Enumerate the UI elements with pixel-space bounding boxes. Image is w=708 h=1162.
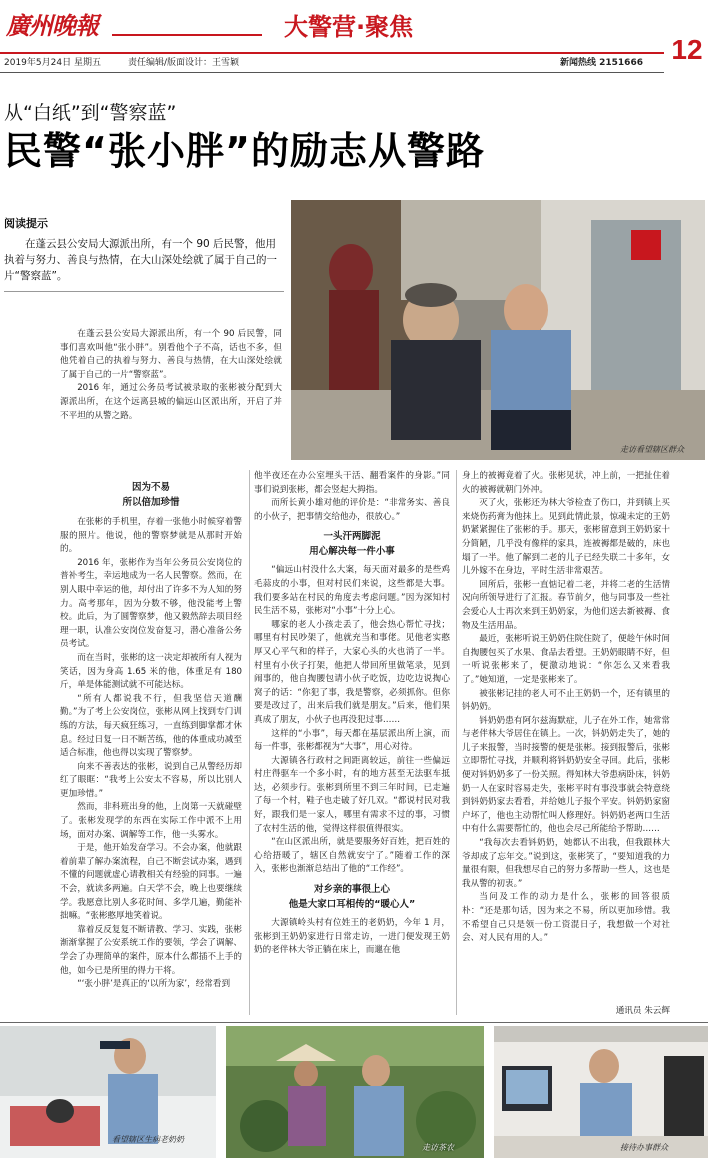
column-2: 他半夜还在办公室埋头干活、翻看案件的身影。”同事们说到张彬，都会竖起大拇指。 而所长黄小雄对他的评价是：“非常务实、善良的小伙子，把事情交给他办，很放心。” 一头汗两脚泥 用心解决每一件小事 “偏远山村没什么大案，每天面对最多的是些鸡毛蒜皮的小事，但对村民们来说，这些都是大事。我们要多站在村民的角度去考虑问题。”因为深知村民生活不易，张彬对“小事”十分上心。 哪家的老人小孩走丢了，他会热心帮忙寻找；哪里有村民吵架了，他就充当和事佬。见他老实憨厚又心平气和的样子，大家心头的火也消了一半。村里有小伙子打架，他把人带回所里做笔录，见到闹事的，他自掏腰包请小伙子吃饭，边吃边说掏心窝子的话：“你犯了事，我是警察，必须抓你。但你要是改过了，出来后我们就是朋友。”后来，他们果真成了朋友，小伙子也再没犯过事…… 这样的“小事”，每天都在基层派出所上演，而每一件事，张彬都视为“大事”，用心对待。 大源镇各行政村之间距离较远，前往一些偏远村庄得驱车一个多小时，有的地方甚至无法驱车抵达，必须步行。张彬到所里不到三年时间，已走遍了每一个村，鞋子也走破了好几双。“都说村民对我好，跟我们是一家人，哪里有需求不过的事，习惯了农村生活的他，觉得这样很值得很实。 “在山区派出所，就是要服务好百姓，把百姓的心给捂暖了，辖区自然就安宁了。”随着工作的深入，张彬也渐渐总结出了他的“工作经”。 对乡亲的事很上心 他是大家口耳相传的“暖心人” 大源镇岭头村有位姓王的老奶奶，今年 1 月，张彬到王奶奶家进行日常走访，一进门便发现王奶奶的老伴林大爷正躺在床上，而邋在他 [254, 471, 450, 956]
lead-divider [4, 291, 284, 292]
news-hotline: 新闻热线 2151666 [560, 58, 643, 68]
intro-text: 在蓬云县公安局大源派出所，有一个 90 后民警，同事们喜欢叫他“张小胖”。别看他个子不高，话也不多，但他凭着自己的执着与努力、善良与热情，在大山深处绘就了属于自己的一片“警察蓝”。 2016 年，通过公务员考试被录取的张彬被分配到大源派出所，在这个远离县城的偏远山区派出所，开启了并不平坦的从警之路。 [60, 329, 282, 421]
masthead-logo: 廣州晚報 [6, 11, 98, 40]
issue-date: 2019年5月24日 星期五 [4, 58, 101, 68]
section-title: 大警营·聚焦 [284, 13, 414, 41]
bottom-rule [0, 1022, 708, 1023]
section-3-heading: 对乡亲的事很上心 他是大家口耳相传的“暖心人” [288, 884, 416, 911]
photo-service-desk [494, 1026, 708, 1158]
headline: 民警“张小胖”的励志从警路 [4, 129, 485, 173]
byline: 通讯员 朱云辉 [615, 1006, 670, 1016]
header-rule [0, 52, 664, 54]
photo-tea-credit: 走访茶农 [422, 1143, 454, 1152]
page-number: 12 [671, 34, 703, 65]
main-photo-credit: 走访看望辖区群众 [620, 445, 684, 454]
column-divider [456, 470, 457, 1015]
lead-text: 在蓬云县公安局大源派出所，有一个 90 后民警，他用执着与努力、善良与热情，在大山深处绘就了属于自己的一片“警察蓝”。 [4, 238, 277, 282]
meta-rule [0, 72, 664, 73]
column-1: 因为不易 所以倍加珍惜 在张彬的手机里，存着一张他小时候穿着警服的照片。他说，他的警察梦就是从那时开始的。 2016 年，张彬作为当年公务员公安岗位的普补考生，幸运地成为一名人民警察。然而，在别人眼中幸运的他，却付出了许多不为人知的努力。高考那年，因为分数不够，他没能考上警校。此后，为了圆警察梦，他又毅然辞去项目经理一职，认准公安岗位发奋复习，潜心准备公务员考试。 而在当时，张彬的这一决定却被所有人视为笑话，因为身高 1.65 米的他，体重足有 180 斤，单是体能测试就不可能达标。 “所有人都说我不行，但我坚信天道酬勤。”为了考上公安岗位，张彬从网上找到专门训练的方法，每天疯狂练习，一直练到脚掌都才休息。经过日复一日不断苦练，他的体重成功减至适合标准，他也得以实现了警察梦。 向来不善表达的张彬，说到自己从警经历却红了眼眶：“我考上公安太不容易，所以比别人更加珍惜。” 然而，非科班出身的他，上岗第一天就碰壁了。张彬发现学的东西在实际工作中派不上用场，面对办案、调解等工作，他一头雾水。 于是，他开始发奋学习。不会办案，他就跟着前辈了解办案流程，自己不断尝试办案，遇到不懂的问题就虚心请教相关有经验的同事。一遍不会，就读多两遍。白天学不会，晚上也要继续学。我愿意比别人多花时间、多学几遍，勤能补拙嘛。“张彬憨厚地笑着说。 靠着反反复复不断请教、学习、实践，张彬渐渐掌握了公安系统工作的要领，学会了调解、学会了办理简单的案件，原本什么都插不上手的他，如今已是所里的得力干将。 “‘张小胖’是真正的‘以所为家’，经常看到 [60, 482, 242, 990]
photo-desk-credit: 接待办事群众 [620, 1143, 668, 1152]
kicker: 从“白纸”到“警察蓝” [4, 102, 177, 124]
masthead-underline [112, 34, 262, 36]
lead-label: 阅读提示 [4, 217, 48, 230]
section-1-heading: 因为不易 所以倍加珍惜 [122, 482, 180, 508]
main-photo [291, 200, 705, 460]
column-divider [249, 470, 250, 1015]
photo-tea-farm [226, 1026, 484, 1158]
column-3: 身上的被褥竟着了火。张彬见状，冲上前，一把扯住着火的被褥就朝门外冲。 灭了火，张彬还为林大爷检查了伤口，并到镇上买来烧伤药膏为他抹上。见到此情此景，惊魂未定的王奶奶紧紧握住了张彬的手。那天，张彬留意到王奶奶家十分简陋，几乎没有像样的家具，连被褥都是破的，床也塌了一半。他了解到二老的儿子已经失联二十多年，女儿外嫁不在身边，平时生活非常艰苦。 回所后，张彬一直惦记着二老，并将二老的生活情况向所领导进行了汇报。春节前夕，他与同事及一些社会爱心人士再次来到王奶奶家，为他们送去新被褥、食物及生活用品。 最近，张彬听说王奶奶住院住院了，便趁午休时间自掏腰包买了水果、食品去看望。王奶奶眼睛不好，但一听说张彬来了，便激动地说：“你怎么又来看我了。”她知道，一定是张彬来了。 被张彬记挂的老人可不止王奶奶一个，还有镇里的钭奶奶。 钭奶奶患有阿尔兹海默症，儿子在外工作，她常常与老伴林大爷居住在镇上。一次，钭奶奶走失了，她的儿子来报警，当时接警的便是张彬。接到报警后，张彬立即帮忙寻找，并顺利将钭奶奶安全寻回。此后，张彬便对钭奶奶多了一份关照。得知林大爷患病卧床，钭奶奶一人在家时容易走失，张彬平时有事没事就会特意绕到钭奶奶家去看看，并给她儿子报个平安。钭奶奶家窗户坏了，他也主动帮忙叫人修理好。钭奶奶老两口生活中有什么需要帮忙的，他也会尽己所能给予帮助…… “我每次去看钭奶奶，她都认不出我，但我跟林大爷却成了忘年交。”说到这，张彬笑了，“要知道我的力量很有限，但我想尽自己的努力多帮助一些人，这也是我从警的初衷。” 当问及工作的动力是什么，张彬的回答很质朴：“还是那句话，因为来之不易，所以更加珍惜。我不希望自己只是领一份工资混日子，我想做一个对社会、对人民有用的人。” [462, 471, 670, 944]
section-2-heading: 一头汗两脚泥 用心解决每一件小事 [309, 531, 395, 558]
editor-credit: 责任编辑/版面设计：王雪颖 [128, 58, 240, 68]
photo-hospital-credit: 看望辖区生病老奶奶 [112, 1135, 184, 1144]
